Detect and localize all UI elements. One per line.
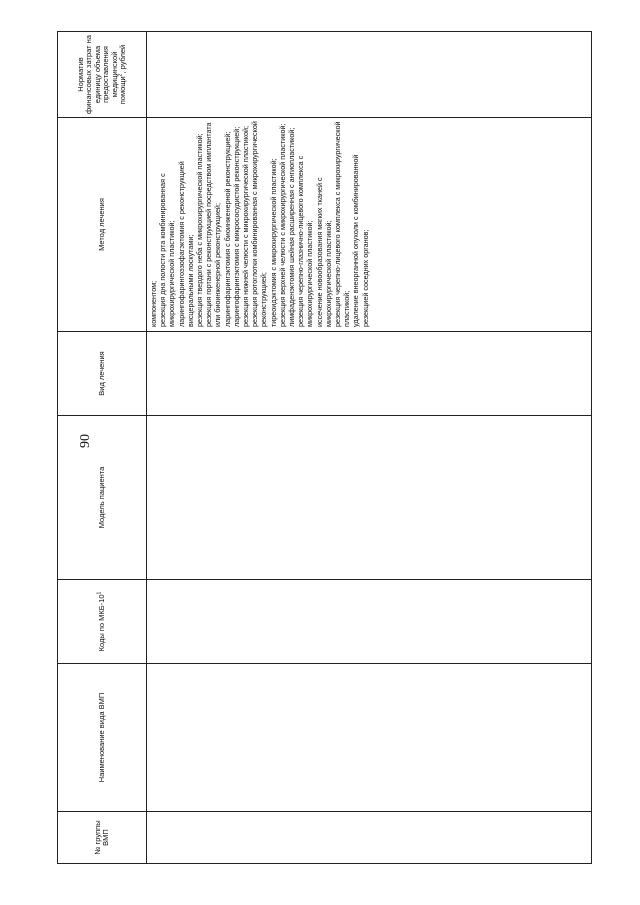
method-item: ларингофарингоэзофагэктомия с реконструкцией висцеральными лоскутами;: [176, 161, 195, 327]
header-cost-norm: [58, 32, 147, 118]
header-vmp-name: Наименование вида ВМП: [58, 664, 147, 812]
method-item: удаление внеорганной опухоли с комбинированной резекцией соседних органов;: [351, 154, 370, 327]
table-row: [147, 32, 592, 864]
header-cost-norm-label: Норматив финансовых затрат на единицу объема предоставления медицинской помощи: [75, 35, 127, 114]
header-cost-norm-unit: , рублей: [118, 44, 127, 74]
method-item: резекция ротоглотки комбинированная с микрохирургической реконструкцией;: [250, 121, 269, 327]
method-item: иссечение новообразования мягких тканей с микрохирургической пластикой;: [314, 177, 333, 327]
page-number: 90: [78, 434, 93, 448]
header-treatment-method: Метод лечения: [58, 118, 147, 332]
header-treatment-type: Вид лечения: [58, 332, 147, 416]
header-mkb-codes-footnote: 1: [96, 591, 103, 595]
cell-mkb-codes: [147, 580, 592, 664]
header-patient-model: Модель пациента: [58, 416, 147, 580]
method-item: резекция верхней челюсти с микрохирургической пластикой;: [277, 123, 287, 327]
cell-cost-norm: [147, 32, 592, 118]
method-item: тиреоидэктомия с микрохирургической пластикой;: [268, 158, 278, 327]
method-item: резекция черепно-лицевого комплекса с микрохирургической пластикой;: [333, 121, 352, 327]
method-item: резекция нижней челюсти с микрохирургической пластикой;: [241, 125, 251, 327]
vmp-table: [57, 31, 592, 864]
method-item: резекция гортани с реконструкцией посредством имплантата или биоинженерной реконструкцией;: [204, 122, 223, 327]
cell-patient-model: [147, 416, 592, 580]
method-item: ларингофарингэктомия с микрососудистой реконструкцией;: [231, 126, 241, 327]
header-group-no: № группы ВМП: [58, 812, 147, 864]
rotated-table-container: [57, 32, 587, 864]
header-row: [58, 32, 147, 864]
header-cost-norm-footnote: 2: [117, 73, 124, 77]
method-item: резекция твердого неба с микрохирургической пластикой;: [195, 133, 205, 327]
cell-treatment-method: [147, 118, 592, 332]
header-mkb-codes-label: Коды по МКБ-10: [96, 594, 106, 652]
cell-treatment-type: [147, 332, 592, 416]
method-item: компонентом;: [149, 280, 158, 327]
header-mkb-codes: [58, 580, 147, 664]
cell-group-no: [147, 812, 592, 864]
method-item: резекция дна полости рта комбинированная с микрохирургической пластикой;: [158, 173, 177, 327]
method-item: ларингофарингэктомия с биоинженерной реконструкцией;: [222, 131, 232, 327]
method-item: резекция черепно-глазнично-лицевого комплекса с микрохирургической пластикой;: [296, 155, 315, 327]
cell-vmp-name: [147, 664, 592, 812]
method-list: [147, 118, 370, 331]
method-item: лимфаденэктомия шейная расширенная с ангиопластикой;: [287, 127, 297, 327]
